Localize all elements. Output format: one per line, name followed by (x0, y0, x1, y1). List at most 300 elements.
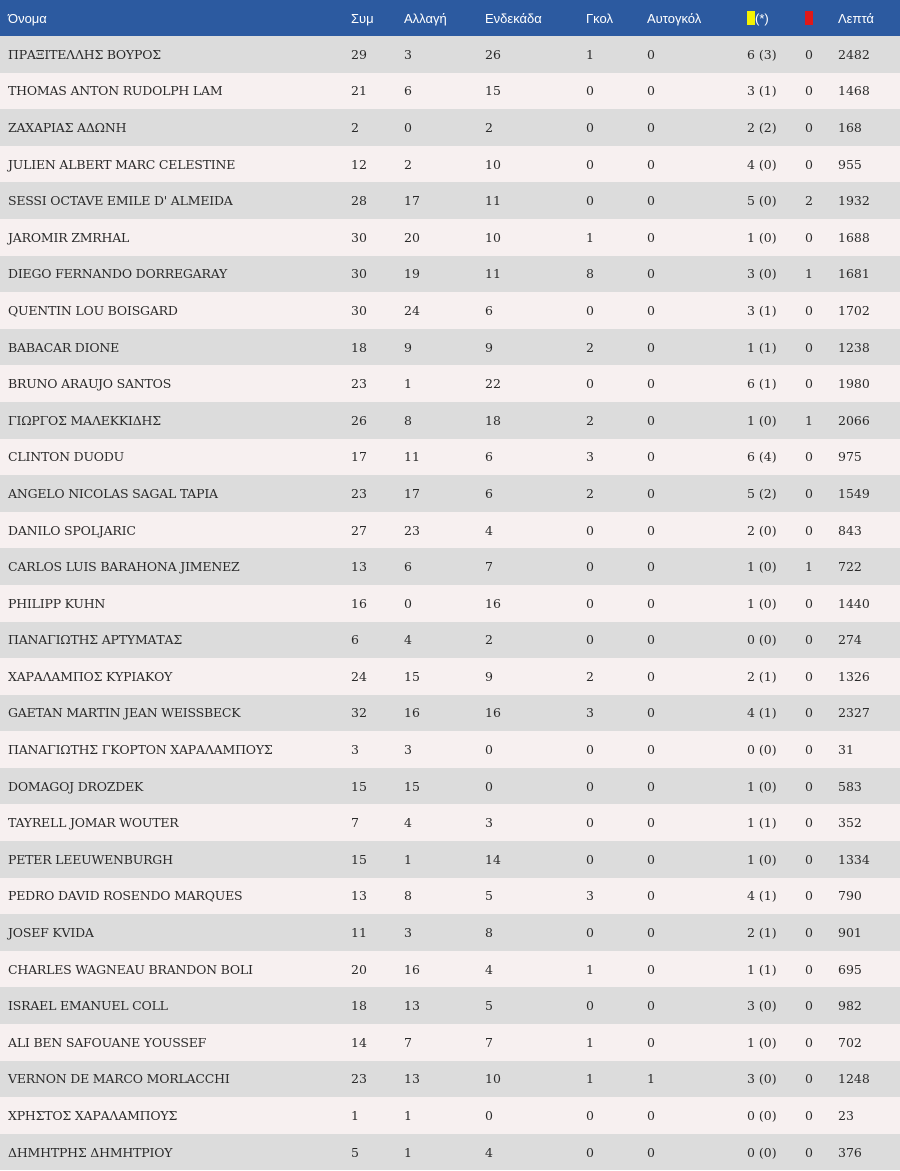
goals-cell: 2 (586, 339, 594, 355)
table-body (0, 36, 900, 1170)
table-row[interactable] (0, 585, 900, 622)
table-row[interactable] (0, 256, 900, 293)
goals-cell: 1 (586, 46, 594, 62)
goals-cell: 0 (586, 778, 594, 794)
yellow-cards-cell: 4 (0) (747, 156, 777, 172)
own-goals-cell: 0 (647, 339, 655, 355)
substitutions-cell: 1 (404, 851, 412, 867)
own-goals-cell: 0 (647, 1034, 655, 1050)
red-cards-cell: 0 (805, 1034, 813, 1050)
substitutions-cell: 24 (404, 302, 420, 318)
goals-cell: 0 (586, 522, 594, 538)
table-row[interactable] (0, 329, 900, 366)
yellow-cards-cell: 3 (0) (747, 1071, 777, 1087)
yellow-cards-cell: 4 (1) (747, 888, 777, 904)
own-goals-cell: 0 (647, 485, 655, 501)
substitutions-cell: 19 (404, 266, 420, 282)
minutes-cell: 31 (838, 742, 854, 758)
substitutions-cell: 1 (404, 376, 412, 392)
own-goals-cell: 0 (647, 778, 655, 794)
goals-cell: 3 (586, 705, 594, 721)
own-goals-cell: 0 (647, 961, 655, 977)
appearances-cell: 13 (351, 888, 367, 904)
red-cards-cell: 0 (805, 815, 813, 831)
appearances-cell: 2 (351, 119, 359, 135)
table-row[interactable] (0, 548, 900, 585)
minutes-cell: 583 (838, 778, 862, 794)
red-cards-cell: 0 (805, 668, 813, 684)
goals-cell: 1 (586, 229, 594, 245)
table-row[interactable] (0, 914, 900, 951)
table-row[interactable] (0, 1061, 900, 1098)
goals-cell: 0 (586, 559, 594, 575)
player-name-cell[interactable]: ΔΗΜΗΤΡΗΣ ΔΗΜΗΤΡΙΟΥ (8, 1144, 173, 1160)
appearances-cell: 30 (351, 266, 367, 282)
table-row[interactable] (0, 1134, 900, 1171)
own-goals-cell: 0 (647, 998, 655, 1014)
goals-cell: 3 (586, 888, 594, 904)
red-cards-cell: 0 (805, 1144, 813, 1160)
table-row[interactable] (0, 292, 900, 329)
starts-cell: 16 (485, 595, 501, 611)
starts-cell: 9 (485, 339, 493, 355)
yellow-card-icon (747, 11, 755, 25)
yellow-cards-cell: 0 (0) (747, 632, 777, 648)
starts-cell: 6 (485, 449, 493, 465)
own-goals-cell: 0 (647, 522, 655, 538)
substitutions-cell: 15 (404, 668, 420, 684)
player-name-cell[interactable]: CARLOS LUIS BARAHONA JIMENEZ (8, 559, 240, 575)
goals-cell: 3 (586, 449, 594, 465)
player-name-cell[interactable]: ISRAEL EMANUEL COLL (8, 998, 168, 1014)
red-cards-cell: 0 (805, 522, 813, 538)
yellow-cards-cell: 2 (1) (747, 925, 777, 941)
yellow-cards-cell: 1 (0) (747, 851, 777, 867)
header-goals[interactable]: Γκολ (586, 10, 613, 26)
red-cards-cell: 0 (805, 705, 813, 721)
own-goals-cell: 0 (647, 83, 655, 99)
minutes-cell: 695 (838, 961, 862, 977)
goals-cell: 0 (586, 815, 594, 831)
yellow-cards-cell: 3 (0) (747, 998, 777, 1014)
table-row[interactable] (0, 365, 900, 402)
minutes-cell: 843 (838, 522, 862, 538)
yellow-cards-cell: 1 (0) (747, 412, 777, 428)
substitutions-cell: 1 (404, 1108, 412, 1124)
own-goals-cell: 0 (647, 119, 655, 135)
appearances-cell: 12 (351, 156, 367, 172)
table-row[interactable] (0, 219, 900, 256)
yellow-cards-cell: 0 (0) (747, 1144, 777, 1160)
player-name-cell[interactable]: ANGELO NICOLAS SAGAL TAPIA (8, 485, 218, 501)
table-row[interactable] (0, 622, 900, 659)
starts-cell: 7 (485, 559, 493, 575)
substitutions-cell: 3 (404, 925, 412, 941)
table-row[interactable] (0, 36, 900, 73)
yellow-cards-cell: 3 (1) (747, 83, 777, 99)
player-name-cell[interactable]: JAROMIR ZMRHAL (8, 229, 130, 245)
own-goals-cell: 0 (647, 46, 655, 62)
own-goals-cell: 0 (647, 632, 655, 648)
red-cards-cell: 0 (805, 888, 813, 904)
appearances-cell: 20 (351, 961, 367, 977)
own-goals-cell: 0 (647, 1144, 655, 1160)
table-row[interactable] (0, 73, 900, 110)
goals-cell: 2 (586, 485, 594, 501)
goals-cell: 0 (586, 925, 594, 941)
player-name-cell[interactable]: GAETAN MARTIN JEAN WEISSBECK (8, 705, 241, 721)
own-goals-cell: 0 (647, 156, 655, 172)
substitutions-cell: 13 (404, 998, 420, 1014)
red-cards-cell: 1 (805, 412, 813, 428)
starts-cell: 15 (485, 83, 501, 99)
substitutions-cell: 6 (404, 559, 412, 575)
starts-cell: 4 (485, 522, 493, 538)
substitutions-cell: 17 (404, 485, 420, 501)
header-name[interactable]: Όνομα (8, 10, 47, 26)
table-row[interactable] (0, 987, 900, 1024)
red-cards-cell: 0 (805, 961, 813, 977)
own-goals-cell: 0 (647, 193, 655, 209)
yellow-cards-cell: 2 (0) (747, 522, 777, 538)
table-row[interactable] (0, 402, 900, 439)
appearances-cell: 23 (351, 1071, 367, 1087)
starts-cell: 18 (485, 412, 501, 428)
goals-cell: 0 (586, 302, 594, 318)
table-header-row (0, 0, 900, 36)
player-name-cell[interactable]: THOMAS ANTON RUDOLPH LAM (8, 83, 223, 99)
red-cards-cell: 0 (805, 595, 813, 611)
own-goals-cell: 0 (647, 229, 655, 245)
starts-cell: 8 (485, 925, 493, 941)
starts-cell: 9 (485, 668, 493, 684)
player-name-cell[interactable]: JOSEF KVIDA (8, 925, 94, 941)
substitutions-cell: 15 (404, 778, 420, 794)
red-cards-cell: 1 (805, 266, 813, 282)
substitutions-cell: 3 (404, 742, 412, 758)
own-goals-cell: 0 (647, 595, 655, 611)
yellow-cards-cell: 3 (1) (747, 302, 777, 318)
table-row[interactable] (0, 109, 900, 146)
player-name-cell[interactable]: DIEGO FERNANDO DORREGARAY (8, 266, 228, 282)
header-yellow-cards[interactable] (739, 0, 797, 36)
yellow-cards-cell: 4 (1) (747, 705, 777, 721)
table-row[interactable] (0, 804, 900, 841)
goals-cell: 0 (586, 998, 594, 1014)
minutes-cell: 23 (838, 1108, 854, 1124)
appearances-cell: 3 (351, 742, 359, 758)
yellow-card-suffix: (*) (755, 10, 769, 26)
player-name-cell[interactable]: ΠΑΝΑΓΙΩΤΗΣ ΓΚΟΡΤΟΝ ΧΑΡΑΛΑΜΠΟΥΣ (8, 742, 273, 758)
header-substitutions[interactable]: Αλλαγή (404, 10, 447, 26)
player-name-cell[interactable]: CLINTON DUODU (8, 449, 124, 465)
appearances-cell: 23 (351, 376, 367, 392)
appearances-cell: 26 (351, 412, 367, 428)
own-goals-cell: 0 (647, 888, 655, 904)
red-cards-cell: 0 (805, 851, 813, 867)
player-name-cell[interactable]: ΓΙΩΡΓΟΣ ΜΑΛΕΚΚΙΔΗΣ (8, 412, 161, 428)
own-goals-cell: 0 (647, 449, 655, 465)
red-cards-cell: 0 (805, 485, 813, 501)
starts-cell: 26 (485, 46, 501, 62)
goals-cell: 0 (586, 83, 594, 99)
player-name-cell[interactable]: ΠΡΑΞΙΤΕΛΛΗΣ ΒΟΥΡΟΣ (8, 46, 161, 62)
red-cards-cell: 0 (805, 742, 813, 758)
player-name-cell[interactable]: ΖΑΧΑΡΙΑΣ ΑΔΩΝΗ (8, 119, 127, 135)
minutes-cell: 2327 (838, 705, 870, 721)
table-row[interactable] (0, 475, 900, 512)
player-name-cell[interactable]: PETER LEEUWENBURGH (8, 851, 173, 867)
yellow-cards-cell: 1 (1) (747, 339, 777, 355)
table-row[interactable] (0, 951, 900, 988)
appearances-cell: 30 (351, 229, 367, 245)
player-name-cell[interactable]: CHARLES WAGNEAU BRANDON BOLI (8, 961, 253, 977)
red-cards-cell: 0 (805, 998, 813, 1014)
player-name-cell[interactable]: SESSI OCTAVE EMILE D' ALMEIDA (8, 193, 233, 209)
table-row[interactable] (0, 1024, 900, 1061)
goals-cell: 1 (586, 1071, 594, 1087)
yellow-cards-cell: 1 (0) (747, 559, 777, 575)
header-minutes[interactable]: Λεπτά (838, 10, 874, 26)
starts-cell: 16 (485, 705, 501, 721)
appearances-cell: 1 (351, 1108, 359, 1124)
goals-cell: 0 (586, 851, 594, 867)
yellow-cards-cell: 6 (3) (747, 46, 777, 62)
yellow-cards-cell: 0 (0) (747, 1108, 777, 1124)
substitutions-cell: 0 (404, 595, 412, 611)
header-appearances[interactable]: Συμ (351, 10, 374, 26)
header-own-goals[interactable]: Αυτογκόλ (647, 10, 702, 26)
table-row[interactable] (0, 146, 900, 183)
substitutions-cell: 17 (404, 193, 420, 209)
starts-cell: 5 (485, 888, 493, 904)
substitutions-cell: 16 (404, 961, 420, 977)
appearances-cell: 15 (351, 778, 367, 794)
own-goals-cell: 0 (647, 851, 655, 867)
substitutions-cell: 4 (404, 815, 412, 831)
red-cards-cell: 0 (805, 156, 813, 172)
goals-cell: 0 (586, 193, 594, 209)
goals-cell: 0 (586, 376, 594, 392)
minutes-cell: 1688 (838, 229, 870, 245)
player-name-cell[interactable]: TAYRELL JOMAR WOUTER (8, 815, 179, 831)
own-goals-cell: 0 (647, 925, 655, 941)
substitutions-cell: 8 (404, 888, 412, 904)
substitutions-cell: 9 (404, 339, 412, 355)
appearances-cell: 23 (351, 485, 367, 501)
yellow-cards-cell: 6 (1) (747, 376, 777, 392)
table-row[interactable] (0, 841, 900, 878)
red-cards-cell: 0 (805, 339, 813, 355)
player-name-cell[interactable]: PHILIPP KUHN (8, 595, 106, 611)
player-name-cell[interactable]: BABACAR DIONE (8, 339, 120, 355)
player-name-cell[interactable]: ALI BEN SAFOUANE YOUSSEF (8, 1034, 207, 1050)
goals-cell: 2 (586, 412, 594, 428)
red-cards-cell: 0 (805, 119, 813, 135)
minutes-cell: 1932 (838, 193, 870, 209)
substitutions-cell: 4 (404, 632, 412, 648)
header-starts[interactable]: Ενδεκάδα (485, 10, 542, 26)
yellow-cards-cell: 1 (0) (747, 778, 777, 794)
player-name-cell[interactable]: ΧΑΡΑΛΑΜΠΟΣ ΚΥΡΙΑΚΟΥ (8, 668, 173, 684)
table-row[interactable] (0, 658, 900, 695)
table-row[interactable] (0, 1097, 900, 1134)
yellow-cards-cell: 1 (0) (747, 595, 777, 611)
goals-cell: 1 (586, 1034, 594, 1050)
player-name-cell[interactable]: DOMAGOJ DROZDEK (8, 778, 144, 794)
table-row[interactable] (0, 695, 900, 732)
substitutions-cell: 6 (404, 83, 412, 99)
player-name-cell[interactable]: ΧΡΗΣΤΟΣ ΧΑΡΑΛΑΜΠΟΥΣ (8, 1108, 178, 1124)
red-cards-cell: 0 (805, 925, 813, 941)
own-goals-cell: 0 (647, 705, 655, 721)
appearances-cell: 11 (351, 925, 367, 941)
table-row[interactable] (0, 512, 900, 549)
red-cards-cell: 0 (805, 449, 813, 465)
own-goals-cell: 0 (647, 1108, 655, 1124)
starts-cell: 6 (485, 302, 493, 318)
minutes-cell: 1326 (838, 668, 870, 684)
table-row[interactable] (0, 878, 900, 915)
appearances-cell: 24 (351, 668, 367, 684)
player-name-cell[interactable]: PEDRO DAVID ROSENDO MARQUES (8, 888, 243, 904)
minutes-cell: 722 (838, 559, 862, 575)
appearances-cell: 5 (351, 1144, 359, 1160)
goals-cell: 2 (586, 668, 594, 684)
appearances-cell: 7 (351, 815, 359, 831)
substitutions-cell: 8 (404, 412, 412, 428)
yellow-cards-cell: 5 (0) (747, 193, 777, 209)
starts-cell: 10 (485, 156, 501, 172)
minutes-cell: 1468 (838, 83, 870, 99)
goals-cell: 0 (586, 742, 594, 758)
starts-cell: 6 (485, 485, 493, 501)
header-red-cards[interactable] (797, 0, 830, 36)
appearances-cell: 27 (351, 522, 367, 538)
table-row[interactable] (0, 439, 900, 476)
starts-cell: 22 (485, 376, 501, 392)
own-goals-cell: 1 (647, 1071, 655, 1087)
red-card-icon (805, 11, 813, 25)
player-name-cell[interactable]: VERNON DE MARCO MORLACCHI (8, 1071, 230, 1087)
player-name-cell[interactable]: DANILO SPOLJARIC (8, 522, 136, 538)
starts-cell: 0 (485, 742, 493, 758)
red-cards-cell: 0 (805, 376, 813, 392)
starts-cell: 3 (485, 815, 493, 831)
table-row[interactable] (0, 182, 900, 219)
appearances-cell: 29 (351, 46, 367, 62)
starts-cell: 10 (485, 229, 501, 245)
yellow-cards-cell: 3 (0) (747, 266, 777, 282)
player-name-cell[interactable]: BRUNO ARAUJO SANTOS (8, 376, 172, 392)
minutes-cell: 1681 (838, 266, 870, 282)
own-goals-cell: 0 (647, 412, 655, 428)
player-name-cell[interactable]: QUENTIN LOU BOISGARD (8, 302, 178, 318)
yellow-cards-cell: 1 (0) (747, 229, 777, 245)
minutes-cell: 1238 (838, 339, 870, 355)
goals-cell: 1 (586, 961, 594, 977)
minutes-cell: 1702 (838, 302, 870, 318)
minutes-cell: 1440 (838, 595, 870, 611)
appearances-cell: 18 (351, 339, 367, 355)
table-row[interactable] (0, 768, 900, 805)
substitutions-cell: 23 (404, 522, 420, 538)
minutes-cell: 1549 (838, 485, 870, 501)
yellow-cards-cell: 1 (1) (747, 815, 777, 831)
appearances-cell: 15 (351, 851, 367, 867)
own-goals-cell: 0 (647, 376, 655, 392)
minutes-cell: 702 (838, 1034, 862, 1050)
goals-cell: 8 (586, 266, 594, 282)
goals-cell: 0 (586, 632, 594, 648)
red-cards-cell: 2 (805, 193, 813, 209)
minutes-cell: 168 (838, 119, 862, 135)
minutes-cell: 274 (838, 632, 862, 648)
own-goals-cell: 0 (647, 559, 655, 575)
minutes-cell: 1980 (838, 376, 870, 392)
red-cards-cell: 0 (805, 83, 813, 99)
appearances-cell: 28 (351, 193, 367, 209)
goals-cell: 0 (586, 595, 594, 611)
red-cards-cell: 0 (805, 46, 813, 62)
minutes-cell: 955 (838, 156, 862, 172)
yellow-cards-cell: 5 (2) (747, 485, 777, 501)
player-name-cell[interactable]: JULIEN ALBERT MARC CELESTINE (8, 156, 236, 172)
starts-cell: 14 (485, 851, 501, 867)
starts-cell: 11 (485, 266, 501, 282)
starts-cell: 2 (485, 632, 493, 648)
minutes-cell: 982 (838, 998, 862, 1014)
minutes-cell: 2066 (838, 412, 870, 428)
table-row[interactable] (0, 731, 900, 768)
red-cards-cell: 0 (805, 1108, 813, 1124)
yellow-cards-cell: 2 (1) (747, 668, 777, 684)
starts-cell: 2 (485, 119, 493, 135)
own-goals-cell: 0 (647, 668, 655, 684)
minutes-cell: 790 (838, 888, 862, 904)
minutes-cell: 1248 (838, 1071, 870, 1087)
player-name-cell[interactable]: ΠΑΝΑΓΙΩΤΗΣ ΑΡΤΥΜΑΤΑΣ (8, 632, 182, 648)
appearances-cell: 17 (351, 449, 367, 465)
yellow-cards-cell: 0 (0) (747, 742, 777, 758)
starts-cell: 4 (485, 1144, 493, 1160)
own-goals-cell: 0 (647, 815, 655, 831)
goals-cell: 0 (586, 1144, 594, 1160)
starts-cell: 0 (485, 778, 493, 794)
substitutions-cell: 2 (404, 156, 412, 172)
own-goals-cell: 0 (647, 742, 655, 758)
starts-cell: 7 (485, 1034, 493, 1050)
minutes-cell: 1334 (838, 851, 870, 867)
starts-cell: 10 (485, 1071, 501, 1087)
substitutions-cell: 20 (404, 229, 420, 245)
starts-cell: 5 (485, 998, 493, 1014)
appearances-cell: 13 (351, 559, 367, 575)
yellow-cards-cell: 2 (2) (747, 119, 777, 135)
minutes-cell: 352 (838, 815, 862, 831)
substitutions-cell: 16 (404, 705, 420, 721)
red-cards-cell: 0 (805, 632, 813, 648)
minutes-cell: 376 (838, 1144, 862, 1160)
substitutions-cell: 7 (404, 1034, 412, 1050)
red-cards-cell: 0 (805, 1071, 813, 1087)
yellow-cards-cell: 6 (4) (747, 449, 777, 465)
substitutions-cell: 0 (404, 119, 412, 135)
goals-cell: 0 (586, 1108, 594, 1124)
goals-cell: 0 (586, 119, 594, 135)
substitutions-cell: 1 (404, 1144, 412, 1160)
own-goals-cell: 0 (647, 302, 655, 318)
